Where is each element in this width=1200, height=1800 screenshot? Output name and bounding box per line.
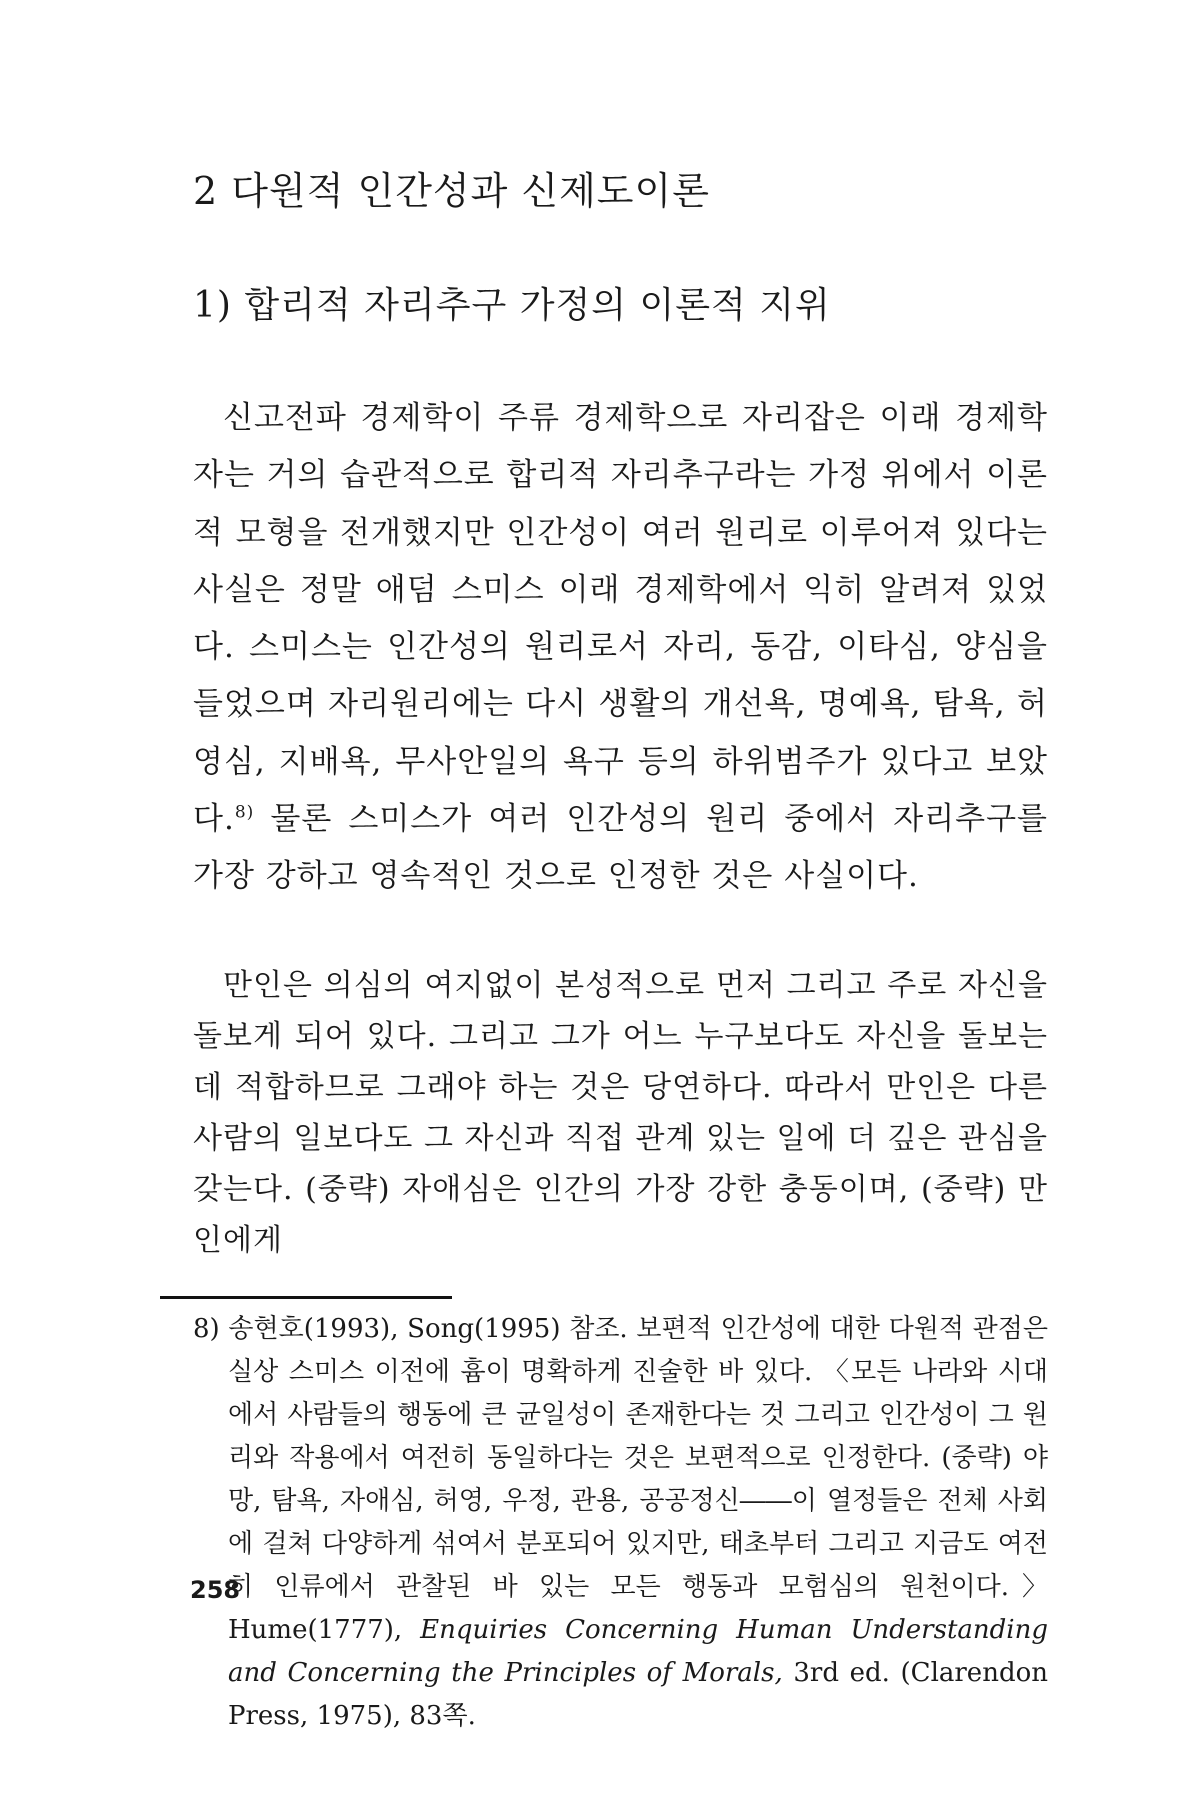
footnote-citation-end: 3rd ed. (Clarendon Press, 1975), 83쪽. <box>228 1657 1048 1731</box>
footnote-reference: 8) <box>234 802 255 823</box>
footnote-book-title: Enquiries Concerning Human Understanding and Concerning the Principles of Morals, <box>228 1614 1048 1688</box>
body-text-part-2: 물론 스미스가 여러 인간성의 원리 중에서 자리추구를 가장 강하고 영속적인 것으로 인정한 것은 사실이다. <box>193 801 1048 895</box>
footnote-divider <box>160 1296 452 1299</box>
section-title: 다원적 인간성과 신제도이론 <box>231 169 710 213</box>
section-number: 2 <box>193 169 219 213</box>
subsection-title: 1) 합리적 자리추구 가정의 이론적 지위 <box>193 285 831 326</box>
body-paragraph <box>193 390 1048 906</box>
page-number: 258 <box>190 1576 241 1604</box>
footnote-text: 8) 송현호(1993), Song(1995) 참조. 보편적 인간성에 대한 다원적 관점은 실상 스미스 이전에 흄이 명확하게 진술한 바 있다. 〈모든 나라와 시대에서 사람들의 행동에 큰 균일성이 존재한다는 것 그리고 인간성이 그 원리와 작용에서 여전히 동일하다는 것은 보편적으로 인정한다. (중략) 야망, 탐욕, 자애심, 허영, 우정, 관용, 공공정신――이 열정들은 전체 사회에 걸쳐 다양하게 섞여서 분포되어 있지만, 태초부터 그리고 지금도 여전히 인류에서 관찰된 바 있는 모든 행동과 모험심의 원천이다.〉 Hume(1777), <box>193 1313 1048 1645</box>
section-heading <box>193 168 1048 214</box>
page-content <box>193 150 1048 1738</box>
block-quote: 만인은 의심의 여지없이 본성적으로 먼저 그리고 주로 자신을 돌보게 되어 있다. 그리고 그가 어느 누구보다도 자신을 돌보는 데 적합하므로 그래야 하는 것은 당연하다. 따라서 만인은 다른 사람의 일보다도 그 자신과 직접 관계 있는 일에 더 깊은 관심을 갖는다. (중략) 자애심은 인간의 가장 강한 충동이며, (중략) 만인에게 <box>193 967 1048 1258</box>
footnote <box>193 1308 1048 1738</box>
body-text-part-1: 신고전파 경제학이 주류 경제학으로 자리잡은 이래 경제학자는 거의 습관적으로 합리적 자리추구라는 가정 위에서 이론적 모형을 전개했지만 인간성이 여러 원리로 이루어져 있다는 사실은 정말 애덤 스미스 이래 경제학에서 익히 알려져 있었다. 스미스는 인간성의 원리로서 자리, 동감, 이타심, 양심을 들었으며 자리원리에는 다시 생활의 개선욕, 명예욕, 탐욕, 허영심, 지배욕, 무사안일의 욕구 등의 하위범주가 있다고 보았다. <box>193 400 1048 838</box>
